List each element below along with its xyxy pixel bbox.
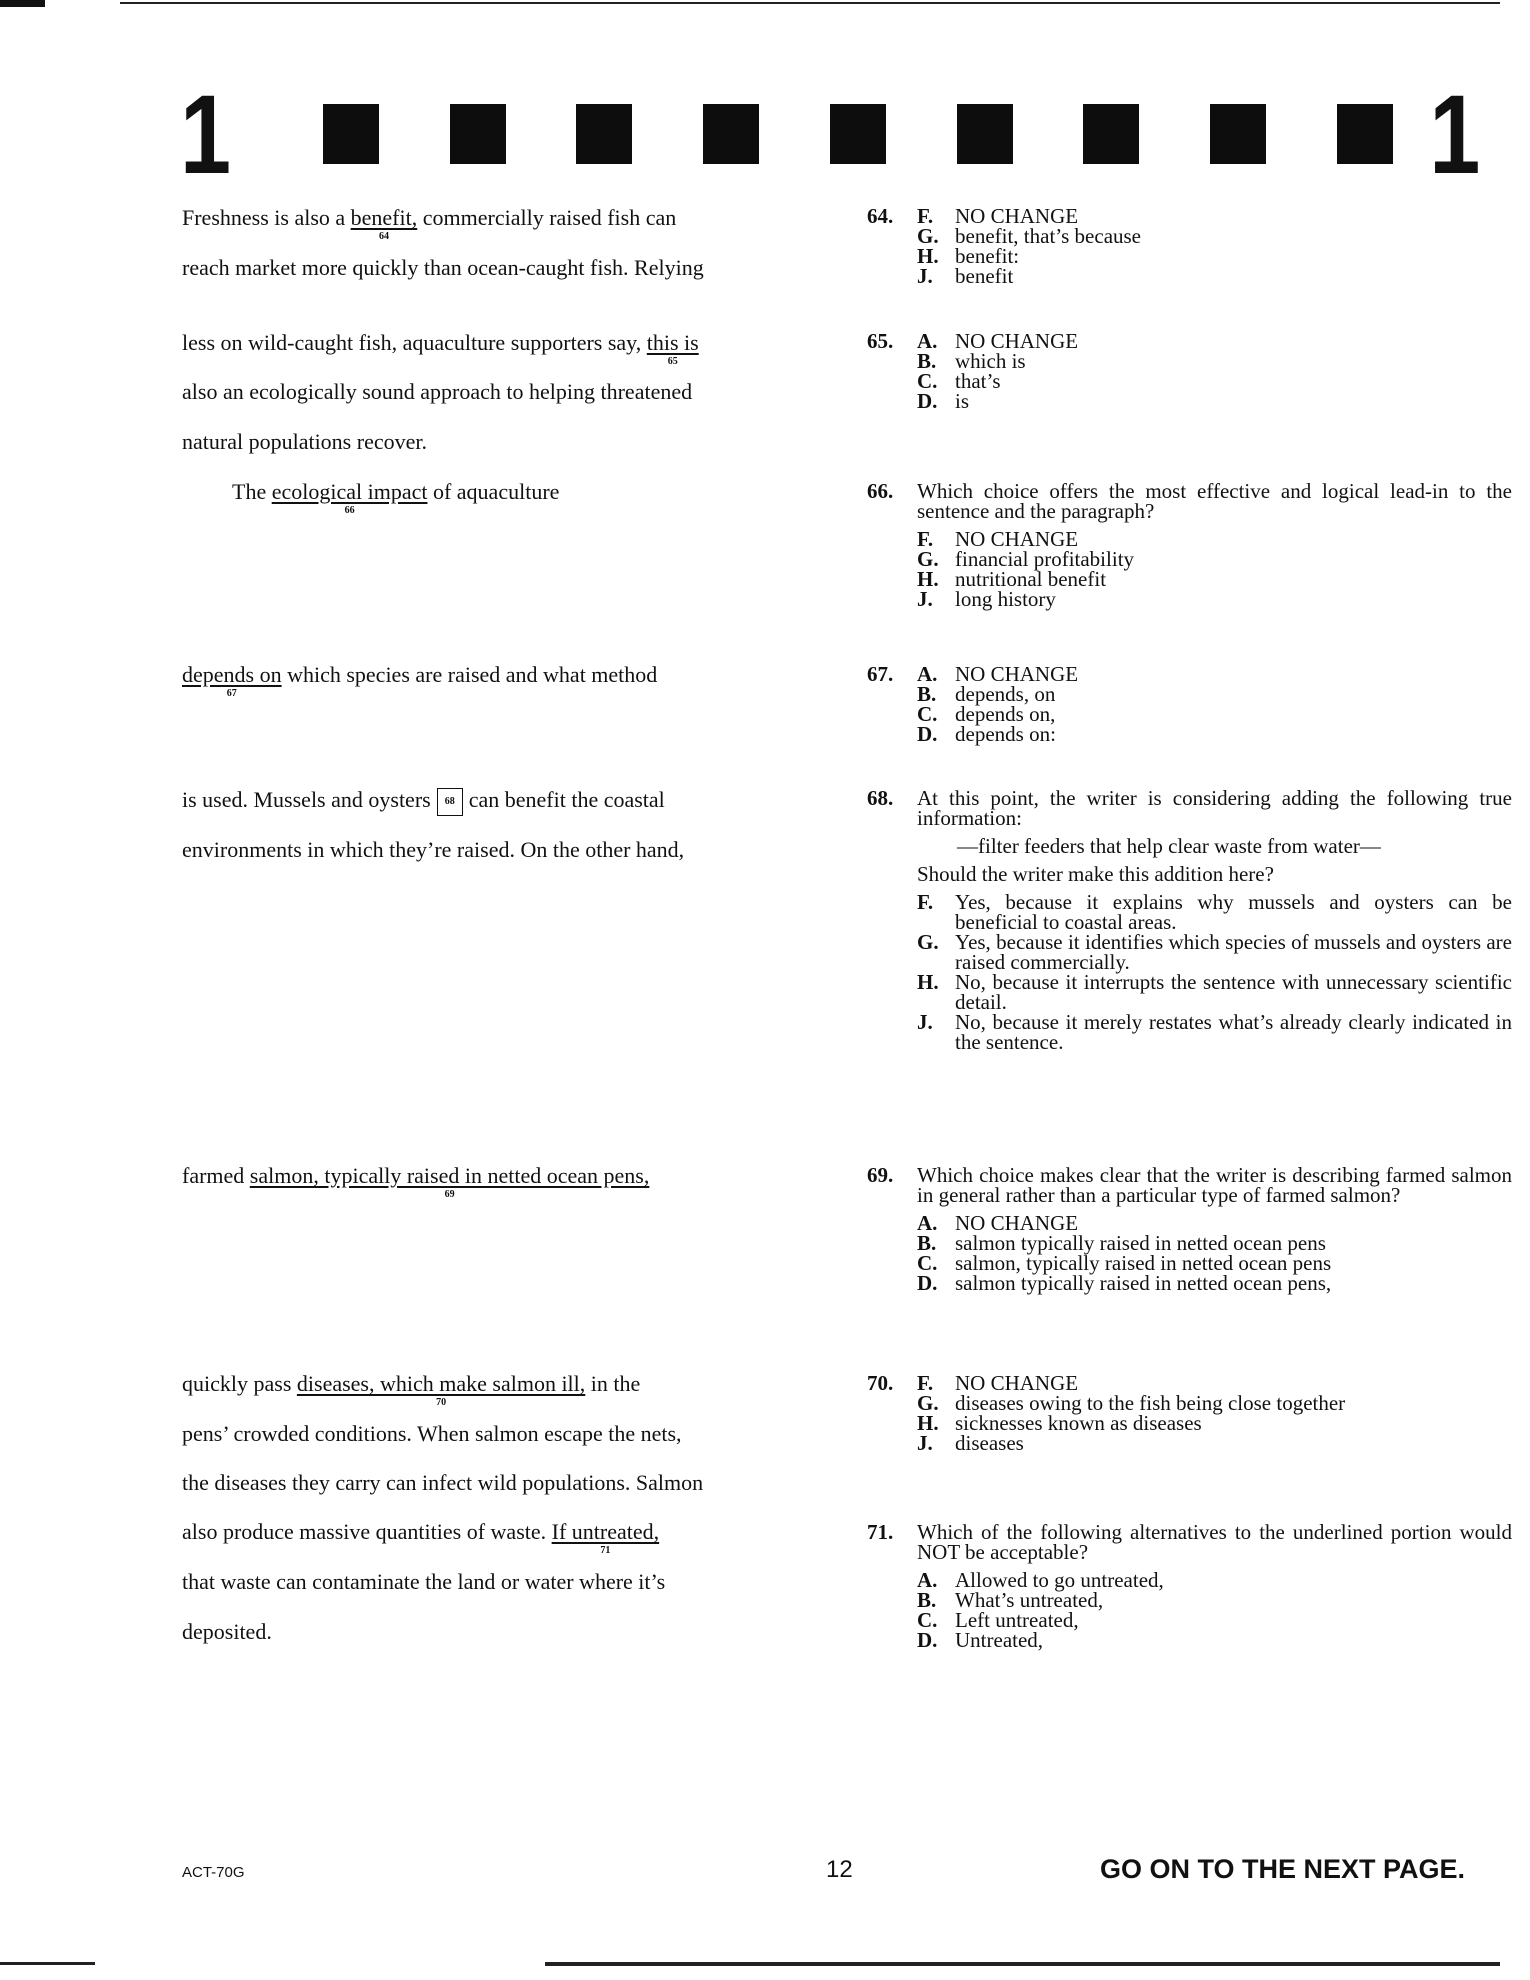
header-square (703, 104, 759, 164)
question-number: 70. (867, 1371, 894, 1395)
answer-option[interactable]: J. diseases (917, 1431, 1024, 1455)
underlined-portion-70: diseases, which make salmon ill, 70 (296, 1371, 586, 1408)
question-prompt: Should the writer make this addition here? (917, 862, 1274, 886)
answer-option[interactable]: H. No, because it interrupts the sentence with unnecessary scientific detail. (917, 970, 1512, 1014)
question-71 (867, 1522, 1512, 1650)
header-square (576, 104, 632, 164)
passage-line: pens’ crowded conditions. When salmon escape the nets, (182, 1421, 682, 1446)
answer-option[interactable]: G. Yes, because it identifies which species of mussels and oysters are raised commercially. (917, 930, 1512, 974)
passage-line: farmed salmon, typically raised in netted ocean pens, 69 (182, 1163, 650, 1200)
registration-mark (0, 0, 45, 7)
question-number: 71. (867, 1520, 894, 1544)
answer-option[interactable]: G. financial profitability (917, 547, 1135, 571)
passage-line: also produce massive quantities of waste. If untreated, 71 (182, 1519, 660, 1556)
underlined-portion-69: salmon, typically raised in netted ocean pens, 69 (249, 1163, 650, 1200)
answer-option[interactable]: A. NO CHANGE (917, 329, 1079, 353)
passage-line: depends on 67 which species are raised and what method (182, 662, 658, 699)
passage-line: deposited. (182, 1619, 272, 1644)
question-65 (867, 331, 1512, 411)
answer-option[interactable]: C. that’s (917, 369, 1001, 393)
answer-option[interactable]: A. Allowed to go untreated, (917, 1568, 1164, 1592)
section-number-left: 1 (180, 72, 232, 197)
header-square (1083, 104, 1139, 164)
answer-option[interactable]: F. Yes, because it explains why mussels and oysters can be beneficial to coastal areas. (917, 890, 1512, 934)
passage-line: the diseases they carry can infect wild populations. Salmon (182, 1470, 704, 1495)
answer-option[interactable]: D. is (917, 389, 970, 413)
answer-option[interactable]: C. Left untreated, (917, 1608, 1079, 1632)
question-number: 64. (867, 204, 894, 228)
page-number: 12 (826, 1856, 853, 1883)
answer-option[interactable]: B. depends, on (917, 682, 1056, 706)
answer-option[interactable]: B. What’s untreated, (917, 1588, 1104, 1612)
answer-option[interactable]: D. Untreated, (917, 1628, 1044, 1652)
answer-option[interactable]: C. salmon, typically raised in netted ocean pens (917, 1251, 1332, 1275)
answer-option[interactable]: B. which is (917, 349, 1026, 373)
answer-option[interactable]: A. NO CHANGE (917, 662, 1079, 686)
passage-line: environments in which they’re raised. On the other hand, (182, 837, 685, 862)
question-67 (867, 664, 1512, 744)
underlined-portion-71: If untreated, 71 (551, 1519, 660, 1556)
passage-line: reach market more quickly than ocean-caught fish. Relying (182, 255, 704, 280)
question-70 (867, 1373, 1512, 1453)
answer-option[interactable]: J. benefit (917, 264, 1014, 288)
next-page-instruction: GO ON TO THE NEXT PAGE. (1100, 1854, 1466, 1884)
question-stem: Which choice offers the most effective and logical lead-in to the sentence and the paragraph? (917, 479, 1512, 523)
proposed-insertion: —filter feeders that help clear waste from water— (957, 834, 1381, 858)
answer-option[interactable]: H. benefit: (917, 244, 1020, 268)
passage-line: is used. Mussels and oysters 68 can benefit the coastal (182, 788, 665, 816)
question-number: 69. (867, 1163, 894, 1187)
question-69 (867, 1165, 1512, 1293)
question-stem: Which choice makes clear that the writer is describing farmed salmon in general rather than a particular type of farmed salmon? (917, 1163, 1512, 1207)
underlined-portion-66: ecological impact 66 (271, 479, 428, 516)
passage-line: natural populations recover. (182, 429, 427, 454)
question-stem: Which of the following alternatives to the underlined portion would NOT be acceptable? (917, 1520, 1512, 1564)
header-square (323, 104, 379, 164)
header-square (1210, 104, 1266, 164)
answer-option[interactable]: J. No, because it merely restates what’s already clearly indicated in the sentence. (917, 1010, 1512, 1054)
question-number: 65. (867, 329, 894, 353)
header-square (1337, 104, 1393, 164)
question-number: 67. (867, 662, 894, 686)
answer-option[interactable]: F. NO CHANGE (917, 204, 1079, 228)
header-square (450, 104, 506, 164)
header-square (830, 104, 886, 164)
bottom-rule (545, 1962, 1500, 1966)
passage-line: quickly pass diseases, which make salmon ill, 70 in the (182, 1371, 641, 1408)
bottom-left-rule (0, 1962, 95, 1965)
section-header (180, 72, 1480, 197)
answer-option[interactable]: F. NO CHANGE (917, 527, 1079, 551)
passage-line: that waste can contaminate the land or water where it’s (182, 1569, 666, 1594)
answer-option[interactable]: F. NO CHANGE (917, 1371, 1079, 1395)
question-66 (867, 481, 1512, 609)
underlined-portion-65: this is 65 (646, 330, 699, 367)
passage-line: also an ecologically sound approach to helping threatened (182, 379, 693, 404)
answer-option[interactable]: J. long history (917, 587, 1056, 611)
answer-option[interactable]: H. nutritional benefit (917, 567, 1107, 591)
question-number: 68. (867, 786, 894, 810)
question-box-68: 68 (437, 788, 463, 816)
question-stem: At this point, the writer is considering adding the following true information: (917, 786, 1512, 830)
answer-option[interactable]: D. salmon typically raised in netted ocean pens, (917, 1271, 1332, 1295)
underlined-portion-64: benefit, 64 (350, 205, 418, 242)
answer-option[interactable]: D. depends on: (917, 722, 1056, 746)
test-code: ACT-70G (182, 1864, 245, 1881)
answer-option[interactable]: B. salmon typically raised in netted ocean pens (917, 1231, 1326, 1255)
answer-option[interactable]: G. diseases owing to the fish being close together (917, 1391, 1346, 1415)
answer-option[interactable]: G. benefit, that’s because (917, 224, 1142, 248)
answer-option[interactable]: A. NO CHANGE (917, 1211, 1079, 1235)
question-64 (867, 206, 1512, 286)
passage-line: The ecological impact 66 of aquaculture (232, 479, 560, 516)
underlined-portion-67: depends on 67 (182, 662, 282, 699)
section-number-right: 1 (1428, 72, 1480, 197)
passage-line: less on wild-caught fish, aquaculture supporters say, this is 65 (182, 330, 699, 367)
question-68 (867, 788, 1512, 1052)
header-square (957, 104, 1013, 164)
question-number: 66. (867, 479, 894, 503)
passage-line: Freshness is also a benefit, 64 commercially raised fish can (182, 205, 677, 242)
answer-option[interactable]: H. sicknesses known as diseases (917, 1411, 1202, 1435)
answer-option[interactable]: C. depends on, (917, 702, 1056, 726)
top-rule (120, 2, 1500, 4)
